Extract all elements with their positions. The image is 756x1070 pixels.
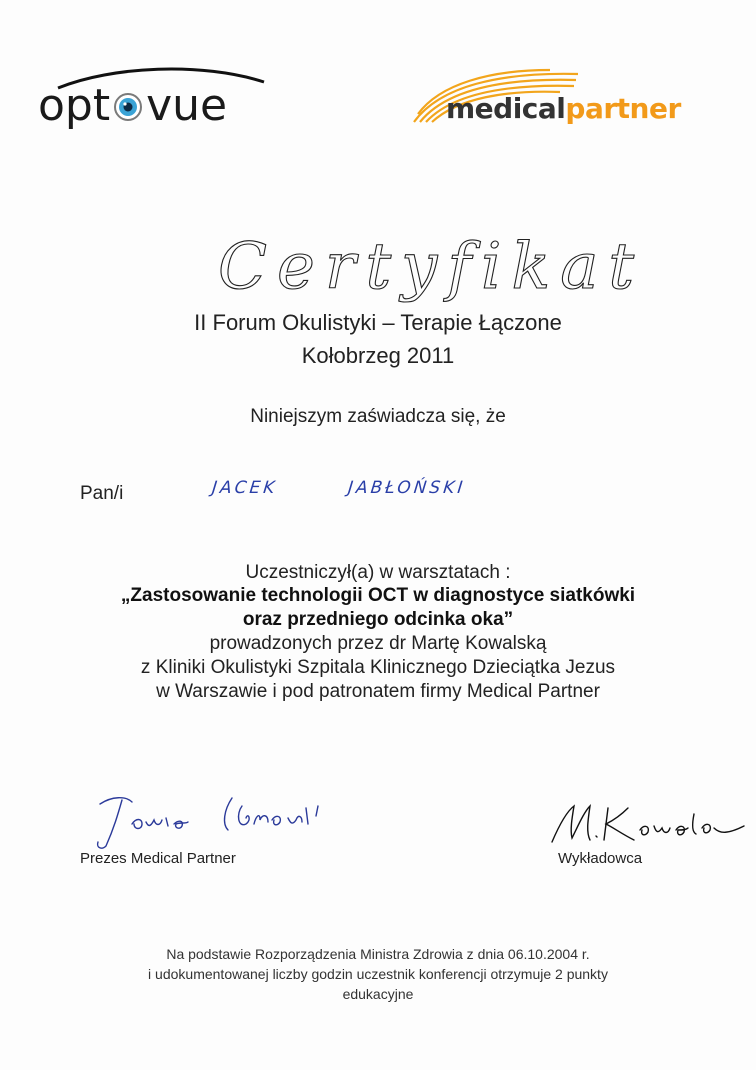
lecturer-signature — [548, 798, 748, 848]
workshop-title-line-1: „Zastosowanie technologii OCT w diagnostyce siatkówki — [120, 585, 636, 606]
recipient-label: Pan/i — [80, 483, 124, 504]
optovue-logo — [38, 62, 253, 142]
event-name: II Forum Okulistyki – Terapie Łączone — [194, 310, 562, 335]
optovue-text-start: opt — [38, 80, 111, 131]
footer-line-2: i udokumentowanej liczby godzin uczestnik konferencji otrzymuje 2 punkty — [148, 966, 608, 982]
footer-line-1: Na podstawie Rozporządzenia Ministra Zdrowia z dnia 06.10.2004 r. — [166, 946, 590, 962]
lecturer-role-label: Wykładowca — [558, 850, 643, 867]
clinic-line: z Kliniki Okulistyki Szpitala Klinicznego Dzieciątka Jezus — [140, 657, 616, 678]
footer-line-3: edukacyjne — [342, 986, 414, 1002]
certificate-title — [0, 228, 756, 308]
logo-partner-text: partner — [565, 92, 681, 125]
optovue-text-end: vue — [146, 80, 228, 131]
recipient-first-name: JACEK — [210, 478, 279, 498]
patronage-line: w Warszawie i pod patronatem firmy Medical Partner — [156, 681, 600, 702]
workshop-title-line-2: oraz przedniego odcinka oka” — [242, 609, 514, 630]
participation-statement: Uczestniczył(a) w warsztatach : — [245, 562, 511, 583]
medical-partner-wordmark — [446, 92, 681, 125]
optovue-wordmark — [38, 80, 227, 131]
logo-medical-text: medical — [446, 92, 566, 125]
certificate-title-text: Certyfikat — [218, 230, 645, 304]
eye-icon — [111, 84, 145, 118]
president-signature — [92, 790, 352, 852]
led-by-line: prowadzonych przez dr Martę Kowalską — [209, 633, 547, 654]
event-place-year: Kołobrzeg 2011 — [301, 343, 455, 368]
recipient-last-name: JABŁOŃSKI — [346, 478, 467, 498]
hereby-statement: Niniejszym zaświadcza się, że — [250, 406, 506, 427]
medical-partner-logo — [410, 66, 720, 136]
president-role-label: Prezes Medical Partner — [80, 850, 236, 867]
